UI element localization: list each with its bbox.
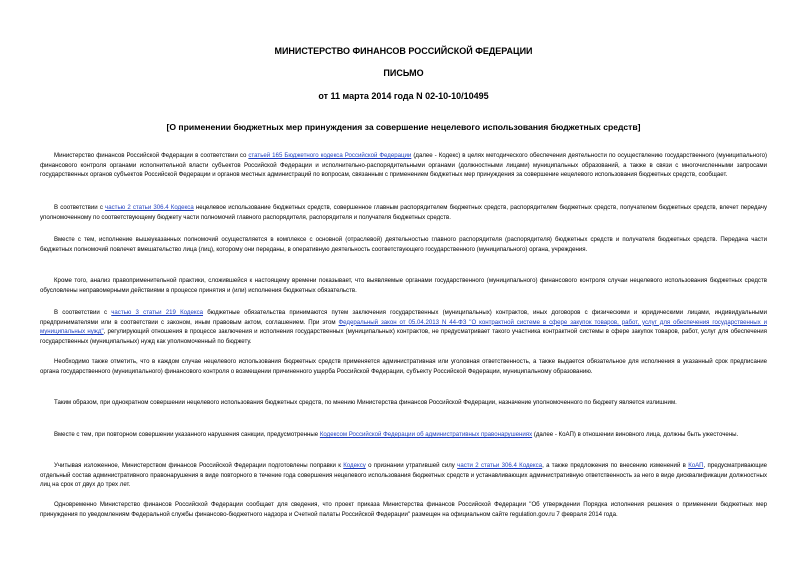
paragraph-text: Вместе с тем, исполнение вышеуказанных полномочий осуществляется в комплексе с основной (отраслевой) деятельностью главного распорядителя (распорядителя) бюджетных средств и получателя бюджетных средств. Передача части бюджетных полномочий повлечет вмешательство лица (лиц), которому они переданы, в оперативную деятельность соответствующего государственного (муниципального) органа, учреждения. bbox=[40, 236, 767, 253]
paragraph-5 bbox=[40, 308, 767, 347]
paragraph-text: В соответствии с bbox=[54, 204, 106, 211]
paragraph-7 bbox=[40, 398, 767, 408]
ministry-heading: МИНИСТЕРСТВО ФИНАНСОВ РОССИЙСКОЙ ФЕДЕРАЦИИ bbox=[274, 46, 533, 56]
paragraph-4 bbox=[40, 276, 767, 295]
link-budget-code[interactable]: Кодексу bbox=[343, 462, 366, 469]
link-federal-law-44-fz[interactable]: Федеральный закон от 05.04.2013 N 44-ФЗ "О контрактной системе в сфере закупок товаров, работ, услуг для обеспечения государственных и муниципальных нужд" bbox=[40, 318, 767, 336]
paragraph-10 bbox=[40, 500, 767, 519]
paragraph-6 bbox=[40, 357, 767, 376]
paragraph-text: о признании утратившей силу bbox=[365, 462, 458, 469]
document-title: [О применении бюджетных мер принуждения за совершение нецелевого использования бюджетных средств] bbox=[166, 122, 641, 132]
paragraph-text: Вместе с тем, при повторном совершении указанного нарушения санкции, предусмотренные bbox=[54, 431, 320, 438]
paragraph-text: В соответствии с bbox=[54, 309, 112, 316]
paragraph-text: Необходимо также отметить, что в каждом случае нецелевого использования бюджетных средств применяется административная или уголовная ответственность, а также выдается обязательное для исполнения в указанный срок предписание органа государственного (муниципального) финансового контроля о возмещении причиненного ущерба Российской Федерации, субъекту Российской Федерации, муниципальному образованию. bbox=[40, 358, 767, 375]
paragraph-8 bbox=[40, 430, 767, 440]
paragraph-1 bbox=[40, 151, 767, 180]
paragraph-text: Министерство финансов Российской Федерации в соответствии со bbox=[54, 152, 249, 159]
paragraph-text: , регулирующий отношения в процессе заключения и исполнения государственных (муниципальных) контрактов, не предусматривает такого участника контрактной системы в сфере закупок товаров, работ, услуг для обеспечения государственных (муниципальных) нужд как уполномоченный по бюджету. bbox=[40, 328, 767, 346]
paragraph-text: Таким образом, при однократном совершении нецелевого использования бюджетных средств, по мнению Министерства финансов Российской Федерации, назначение уполномоченного по бюджету является излишним. bbox=[54, 399, 677, 406]
link-article-306-4-part-2[interactable]: частью 2 статьи 306.4 Кодекса bbox=[105, 204, 194, 211]
paragraph-text: , а также предложения по внесению изменений в bbox=[542, 462, 689, 469]
link-article-219-part-3[interactable]: частью 3 статьи 219 Кодекса bbox=[111, 309, 204, 316]
link-koap[interactable]: КоАП bbox=[688, 462, 704, 469]
paragraph-text: Учитывая изложенное, Министерством финансов Российской Федерации подготовлены поправки к bbox=[54, 462, 344, 469]
paragraph-text: (далее - КоАП) в отношении виновного лица, должны быть ужесточены. bbox=[532, 431, 739, 438]
paragraph-2 bbox=[40, 203, 767, 222]
paragraph-text: (далее - Кодекс) в целях методического обеспечения деятельности по осуществлению государственного (муниципального) финансового контроля органами исполнительной власти субъектов Российской Федерации и исполнительно-распорядительными органами (должностными лицами) муниципальных образований, а также в связи с многочисленными запросами государственных органов субъектов Российской Федерации и органов местных администраций по вопросам, связанным с применением бюджетных мер принуждения за совершение нецелевого использования бюджетных средств, сообщает. bbox=[40, 152, 767, 179]
paragraph-text: Кроме того, анализ правоприменительной практики, сложившейся к настоящему времени показывает, что выявляемые органами государственного (муниципального) финансового контроля случаи нецелевого использования бюджетных средств обусловлены неправомерными действиями в процессе принятия и (или) исполнения бюджетных обязательств. bbox=[40, 277, 767, 294]
paragraph-text: Одновременно Министерство финансов Российской Федерации сообщает для сведения, что проект приказа Министерства финансов Российской Федерации "Об утверждении Порядка исполнения решения о применении бюджетных мер принуждения по уведомлениям Федеральной службы финансово-бюджетного надзора и Счетной палаты Российской Федерации" размещен на официальном сайте regulation.gov.ru 7 февраля 2014 года. bbox=[40, 501, 767, 518]
paragraph-text: нецелевое использование бюджетных средств, совершенное главным распорядителем бюджетных средств, распорядителем бюджетных средств, получателем бюджетных средств, влечет передачу уполномоченному по соответствующему бюджету части полномочий главного распорядителя, распорядителя и получателя бюджетных средств. bbox=[40, 204, 768, 221]
paragraph-text: бюджетные обязательства принимаются путем заключения государственных (муниципальных) контрактов, иных договоров с физическими и юридическими лицами, индивидуальными предпринимателями или в соответствии с законом, иным правовым актом, соглашением. При этом bbox=[40, 309, 768, 326]
link-administrative-offences-code[interactable]: Кодексом Российской Федерации об административных правонарушениях bbox=[319, 431, 533, 438]
paragraph-3 bbox=[40, 235, 767, 254]
link-article-306-4-part-2[interactable]: части 2 статьи 306.4 Кодекса bbox=[457, 462, 543, 469]
date-number-heading: от 11 марта 2014 года N 02-10-10/10495 bbox=[318, 91, 489, 101]
paragraph-9 bbox=[40, 461, 767, 490]
link-budget-code-article-165[interactable]: статьей 165 Бюджетного кодекса Российской Федерации bbox=[248, 152, 412, 159]
paragraph-text: , предусматривающие отдельный состав административного правонарушения в виде повторного в течение года совершения нецелевого использования бюджетных средств и устанавливающих административную ответственность за него в виде дисквалификации должностных лиц на срок от двух до трех лет. bbox=[40, 462, 768, 489]
document-type-heading: ПИСЬМО bbox=[383, 68, 424, 78]
